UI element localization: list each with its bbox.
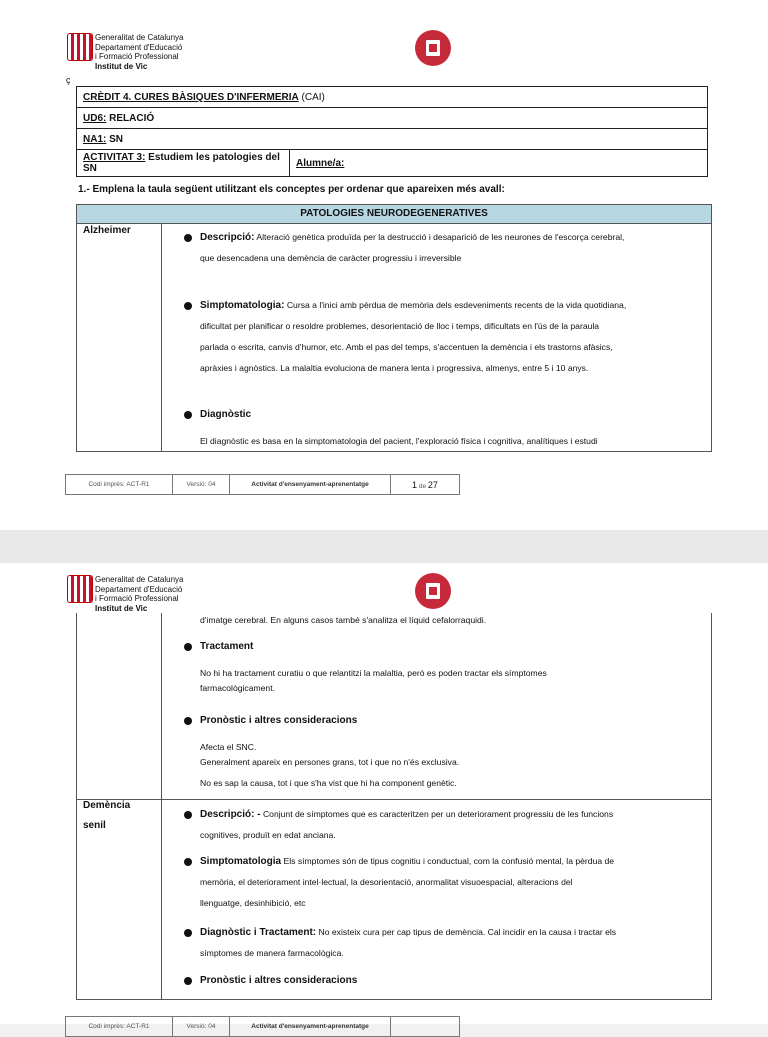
dem-diagnosis-treatment[interactable]: Diagnòstic i Tractament: No existeix cura per cap tipus de demència. Cal incidir en la causa i tractar els símptomes de manera farmacològica. [200,927,617,958]
org-line-1: Generalitat de Catalunya [95,33,184,42]
pathology-table-cont [76,613,712,1000]
org-name [95,575,184,613]
alz-description[interactable]: Descripció: Alteració genètica produïda per la destrucció i desaparició de les neurones de l'escorça cerebral, que desencadena una demència de caràcter progressiu i irreversible [200,232,625,263]
footer-code: Codi imprès: ACT-R1 [66,475,173,495]
bullet-icon [184,811,192,819]
row-dementia-name: Demència senil [83,800,131,831]
footer-code: Codi imprès: ACT-R1 [66,1017,173,1037]
ud-cell: UD6: RELACIÓ [77,108,708,129]
org-line-2: Departament d'Educació [95,584,183,594]
na-cell: NA1: SN [77,129,708,150]
bullet-icon [184,858,192,866]
bullet-icon [184,977,192,985]
institute-emblem-icon [415,30,451,66]
institute-name: Institut de Vic [95,603,148,613]
senyera-icon [67,33,93,61]
org-name [95,33,184,71]
page-footer [65,474,460,495]
question-1: 1.- Emplena la taula següent utilitzant els conceptes per ordenar que apareixen més avall: [78,184,505,195]
org-line-3: i Formació Professional [95,52,179,61]
dem-symptoms[interactable]: Simptomatologia Els símptomes són de tipus cognitiu i conductual, com la confusió mental, la pèrdua de memòria, el deteriorament intel·lectual, la desorientació, anormalitat visuoespacial, alteracions del llenguatge, desinhibició, etc [200,856,615,908]
activity-cell: ACTIVITAT 3: Estudiem les patologies del SN [77,150,290,177]
footer-version: Versió: 04 [173,475,230,495]
bullet-icon [184,643,192,651]
alz-symptoms[interactable]: Simptomatologia: Cursa a l'inici amb pèrdua de memòria dels esdeveniments recents de la vida quotidiana, dificultat per planificar o resoldre problemes, desorientació de lloc i temps, dificultats en l'ús de la paraula parlada o escrita, canvis d'humor, etc. Amb el pas del temps, s'accentuen la demència i els trastorns afàsics, apràxies i agnòstics. La malaltia evoluciona de manera lenta i progressiva, almenys, entre 5 i 10 anys. [200,300,627,373]
bullet-icon [184,929,192,937]
alz-diagnosis-cont[interactable]: d'imatge cerebral. En alguns casos també s'analitza el líquid cefalorraquidi. [200,615,487,625]
dem-prognosis[interactable]: Pronòstic i altres consideracions [200,975,358,986]
org-line-3: i Formació Professional [95,594,179,603]
page-separator [0,530,768,563]
stray-character: ç [66,75,71,85]
bullet-icon [184,717,192,725]
institute-emblem-icon [415,573,451,609]
student-cell[interactable]: Alumne/a: [290,150,708,177]
bullet-icon [184,302,192,310]
org-line-2: Departament d'Educació [95,42,183,52]
footer-activity: Activitat d'ensenyament-aprenentatge [230,475,391,495]
activity-info-table [76,86,708,177]
footer-page [391,1017,460,1037]
credit-cell: CRÈDIT 4. CURES BÀSIQUES D'INFERMERIA (CAI) [77,87,708,108]
alz-prognosis[interactable]: Pronòstic i altres consideracions Afecta el SNC. Generalment apareix en persones grans, tot i que no n'és exclusiva. No es sap la causa, tot i que s'ha vist que hi ha component genètic. [200,715,460,788]
org-line-1: Generalitat de Catalunya [95,575,184,584]
footer-activity: Activitat d'ensenyament-aprenentatge [230,1017,391,1037]
footer-version: Versió: 04 [173,1017,230,1037]
page-2 [0,563,768,1030]
table-title: PATOLOGIES NEURODEGENERATIVES [77,205,711,224]
dem-description[interactable]: Descripció: - Conjunt de símptomes que es caracteritzen per un deteriorament progressiu de les funcions cognitives, produït en edat anciana. [200,809,614,840]
alz-diagnosis[interactable]: Diagnòstic El diagnòstic es basa en la simptomatologia del pacient, l'exploració física i cognitiva, analítiques i estudi [200,409,598,446]
institute-name: Institut de Vic [95,61,148,71]
bullet-icon [184,234,192,242]
page-footer [65,1016,460,1037]
footer-page: 1 de 27 [391,475,460,495]
bullet-icon [184,411,192,419]
senyera-icon [67,575,93,603]
alz-treatment[interactable]: Tractament No hi ha tractament curatiu o que relantitzi la malaltia, però es poden tractar els símptomes farmacològicament. [200,641,547,693]
pathology-table [76,204,712,452]
row-alzheimer-name: Alzheimer [83,225,131,236]
